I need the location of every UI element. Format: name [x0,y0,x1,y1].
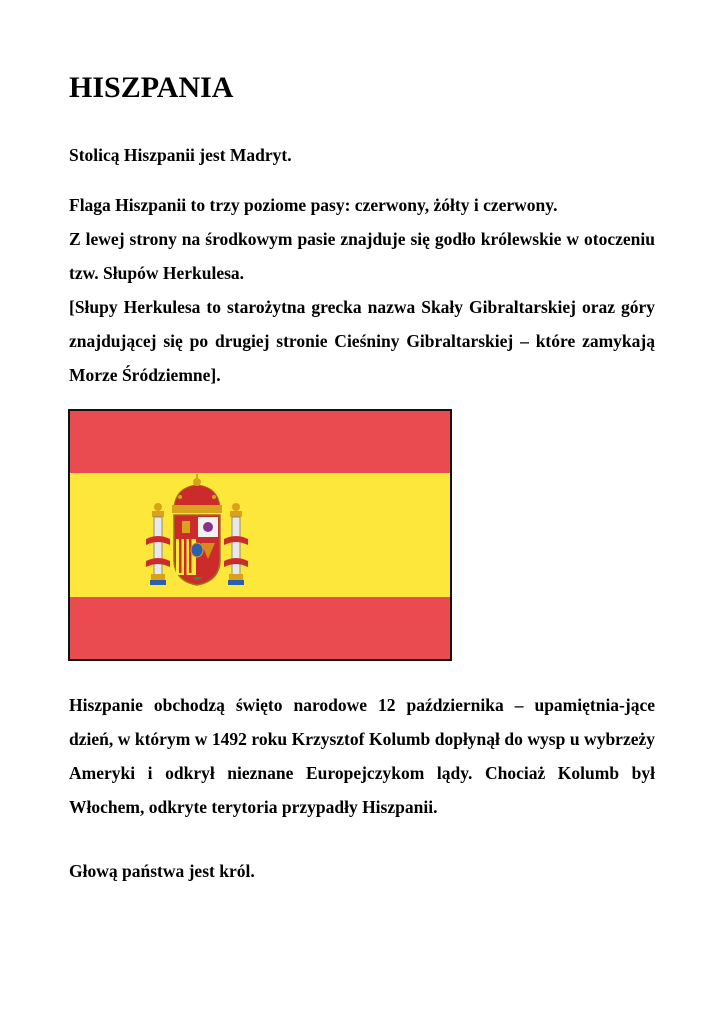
capital-paragraph: Stolicą Hiszpanii jest Madryt. [69,145,292,165]
page-title: HISZPANIA [69,71,234,104]
flag-bottom-red-stripe [70,597,450,659]
flag-middle-yellow-stripe [70,473,450,597]
spain-flag-image [68,409,452,661]
flag-description-line-3: [Słupy Herkulesa to starożytna grecka nazwa Skały Gibraltarskiej oraz góry znajdującej się po drugiej stronie Cieśniny Gibraltarskiej – które zamykają Morze Śródziemne]. [69,297,655,385]
head-of-state-paragraph: Głową państwa jest król. [69,861,255,881]
flag-description-line-2: Z lewej strony na środkowym pasie znajduje się godło królewskie w otoczeniu tzw. Słupów Herkulesa. [69,229,655,283]
flag-top-red-stripe [70,411,450,473]
holiday-paragraph: Hiszpanie obchodzą święto narodowe 12 października – upamiętnia-jące dzień, w którym w 1492 roku Krzysztof Kolumb dopłynął do wysp u wybrzeży Ameryki i odkrył nieznane Europejczykom lądy. Chociaż Kolumb był Włochem, odkryte terytoria przypadły Hiszpanii. [69,695,655,817]
spain-flag-icon [70,411,450,659]
flag-description-line-1: Flaga Hiszpanii to trzy poziome pasy: czerwony, żółty i czerwony. [69,195,558,215]
shield-icon [174,515,220,585]
flag-description [69,188,655,392]
